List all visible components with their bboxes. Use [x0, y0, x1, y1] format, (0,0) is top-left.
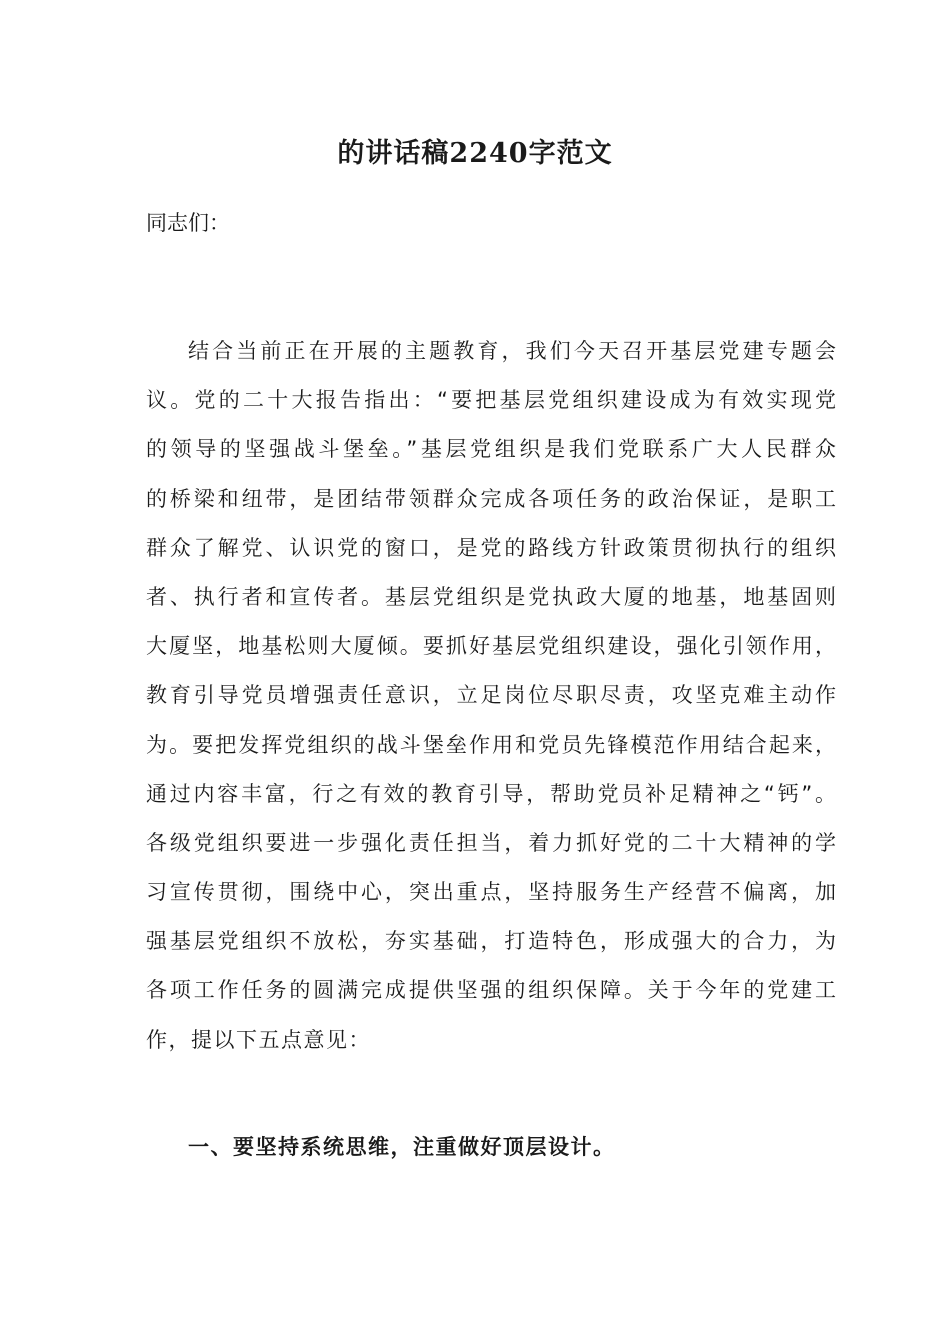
paragraph-line: 的领导的坚强战斗堡垒。”基层党组织是我们党联系广大人民群众 — [146, 437, 836, 462]
paragraph-line: 作，提以下五点意见： — [146, 1027, 371, 1052]
paragraph-line: 通过内容丰富，行之有效的教育引导，帮助党员补足精神之“钙”。 — [146, 781, 836, 806]
paragraph-line: 各项工作任务的圆满完成提供坚强的组织保障。关于今年的党建工 — [146, 978, 836, 1003]
section-heading: 一、要坚持系统思维，注重做好顶层设计。 — [188, 1135, 616, 1159]
paragraph-line: 习宣传贯彻，围绕中心，突出重点，坚持服务生产经营不偏离，加 — [146, 880, 836, 905]
paragraph-line: 结合当前正在开展的主题教育，我们今天召开基层党建专题会 — [188, 339, 836, 363]
salutation: 同志们： — [146, 211, 230, 235]
paragraph-line: 群众了解党、认识党的窗口，是党的路线方针政策贯彻执行的组织 — [146, 535, 836, 560]
paragraph-line: 为。要把发挥党组织的战斗堡垒作用和党员先锋模范作用结合起来， — [146, 732, 836, 757]
paragraph-line: 的桥梁和纽带，是团结带领群众完成各项任务的政治保证，是职工 — [146, 486, 836, 511]
paragraph-line: 者、执行者和宣传者。基层党组织是党执政大厦的地基，地基固则 — [146, 584, 836, 609]
paragraph-line: 议。党的二十大报告指出：“要把基层党组织建设成为有效实现党 — [146, 388, 836, 413]
body-paragraph — [146, 334, 836, 1072]
document-title: 的讲话稿2240字范文 — [337, 138, 613, 169]
paragraph-line: 强基层党组织不放松，夯实基础，打造特色，形成强大的合力，为 — [146, 929, 836, 954]
paragraph-line: 各级党组织要进一步强化责任担当，着力抓好党的二十大精神的学 — [146, 830, 836, 855]
paragraph-line: 大厦坚，地基松则大厦倾。要抓好基层党组织建设，强化引领作用， — [146, 634, 836, 659]
paragraph-line: 教育引导党员增强责任意识，立足岗位尽职尽责，攻坚克难主动作 — [146, 683, 836, 708]
